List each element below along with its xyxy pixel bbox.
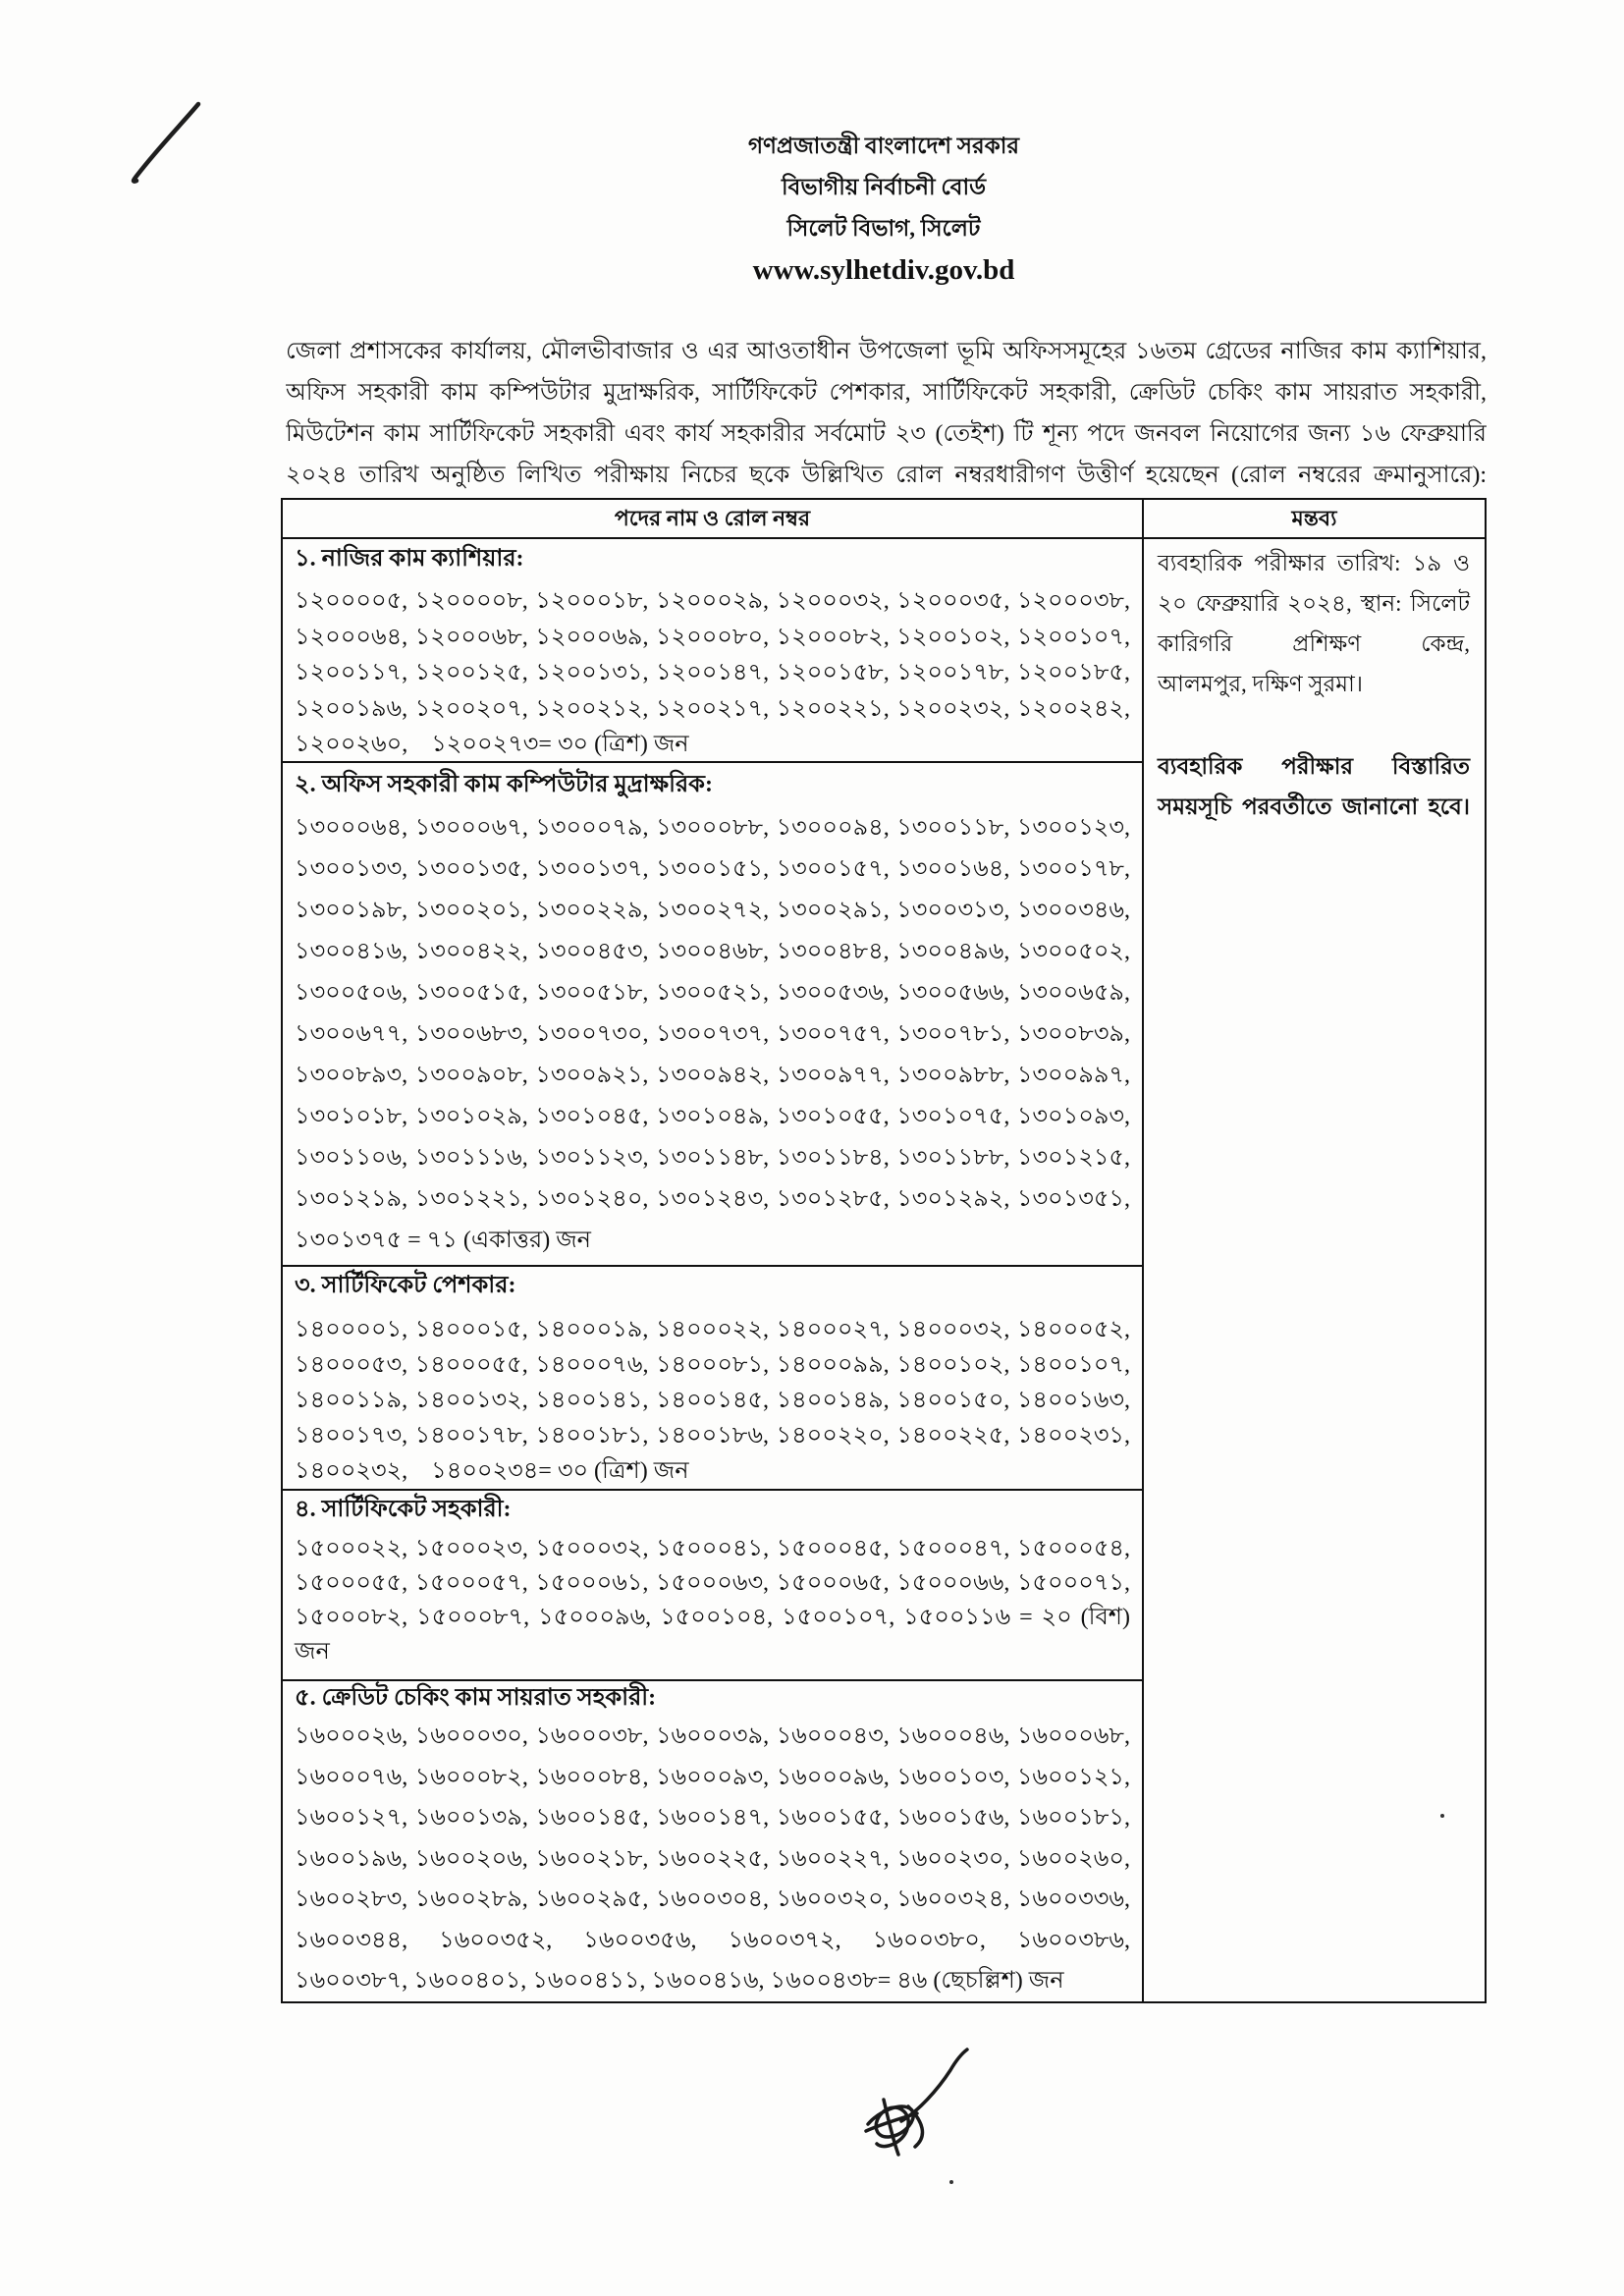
practical-exam-info <box>1158 543 1470 704</box>
section-title: ৪. সার্টিফিকেট সহকারী: <box>295 1497 512 1522</box>
roll-line: ১৫০০০২২, ১৫০০০২৩, ১৫০০০৩২, ১৫০০০৪১, ১৫০০০৪৫, ১৫০০০৪৭, ১৫০০০৫৪, <box>295 1536 1130 1561</box>
roll-numbers <box>295 1717 1130 2001</box>
signature-icon <box>866 2050 967 2155</box>
roll-line: ১৬০০০৭৬, ১৬০০০৮২, ১৬০০০৮৪, ১৬০০০৯৩, ১৬০০০৯৬, ১৬০০১০৩, ১৬০০১২১, <box>295 1764 1130 1790</box>
remarks-line: ২০ ফেব্রুয়ারি ২০২৪, স্থান: সিলেট <box>1158 591 1470 616</box>
government-name: গণপ্রজাতন্ত্রী বাংলাদেশ সরকার <box>747 134 1020 158</box>
roll-line: ১২০০১১৭, ১২০০১২৫, ১২০০১৩১, ১২০০১৪৭, ১২০০১৫৮, ১২০০১৭৮, ১২০০১৮৫, <box>295 660 1130 685</box>
roll-line: ১৬০০০২৬, ১৬০০০৩০, ১৬০০০৩৮, ১৬০০০৩৯, ১৬০০০৪৩, ১৬০০০৪৬, ১৬০০০৬৮, <box>295 1723 1130 1749</box>
post-column <box>283 539 1142 2001</box>
letterhead <box>281 126 1487 291</box>
section-certificate-peshkar <box>283 1265 1142 1489</box>
remarks-note-line: সময়সূচি পরবর্তীতে জানানো হবে। <box>1158 794 1470 819</box>
table-header <box>283 500 1485 539</box>
section-title: ২. অফিস সহকারী কাম কম্পিউটার মুদ্রাক্ষরিক: <box>295 772 713 797</box>
remarks-cell <box>1142 539 1485 2001</box>
roll-line: ১৬০০৩৪৪, ১৬০০৩৫২, ১৬০০৩৫৬, ১৬০০৩৭২, ১৬০০৩৮০, ১৬০০৩৮৬, <box>295 1927 1130 1953</box>
roll-line: ১৪০০১৭৩, ১৪০০১৭৮, ১৪০০১৮১, ১৪০০১৮৬, ১৪০০২২০, ১৪০০২২৫, ১৪০০২৩১, <box>295 1423 1130 1449</box>
roll-line: ১৩০১০১৮, ১৩০১০২৯, ১৩০১০৪৫, ১৩০১০৪৯, ১৩০১০৫৫, ১৩০১০৭৫, ১৩০১০৯৩, <box>295 1104 1130 1129</box>
section-title: ৫. ক্রেডিট চেকিং কাম সায়রাত সহকারী: <box>295 1685 657 1711</box>
roll-line: ১৩০০৪১৬, ১৩০০৪২২, ১৩০০৪৫৩, ১৩০০৪৬৮, ১৩০০৪৮৪, ১৩০০৪৯৬, ১৩০০৫০২, <box>295 939 1130 964</box>
post-and-roll-header: পদের নাম ও রোল নম্বর <box>614 506 811 530</box>
notice-line: ২০২৪ তারিখ অনুষ্ঠিত লিখিত পরীক্ষায় নিচের ছকে উল্লিখিত রোল নম্বরধারীগণ উত্তীর্ণ হয়েছেন (রোল নম্বরের ক্রমানুসারে): <box>286 463 1487 488</box>
roll-line: ১৩০০৬৭৭, ১৩০০৬৮৩, ১৩০০৭৩০, ১৩০০৭৩৭, ১৩০০৭৫৭, ১৩০০৭৮১, ১৩০০৮৩৯, <box>295 1021 1130 1047</box>
roll-line: ১২০০২৬০, ১২০০২৭৩= ৩০ (ত্রিশ) জন <box>295 732 689 757</box>
pen-stroke-mark <box>134 104 198 182</box>
roll-numbers <box>295 807 1130 1261</box>
remarks-line: কারিগরি প্রশিক্ষণ কেন্দ্র, <box>1158 631 1470 656</box>
roll-line: ১৬০০১২৭, ১৬০০১৩৯, ১৬০০১৪৫, ১৬০০১৪৭, ১৬০০১৫৫, ১৬০০১৫৬, ১৬০০১৮১, <box>295 1805 1130 1831</box>
roll-line: ১৪০০০৫৩, ১৪০০০৫৫, ১৪০০০৭৬, ১৪০০০৮১, ১৪০০০৯৯, ১৪০০১০২, ১৪০০১০৭, <box>295 1352 1130 1378</box>
roll-line: ১৬০০১৯৬, ১৬০০২০৬, ১৬০০২১৮, ১৬০০২২৫, ১৬০০২২৭, ১৬০০২৩০, ১৬০০২৬০, <box>295 1845 1130 1872</box>
remarks-header: মন্তব্য <box>1142 500 1485 537</box>
roll-line: ১৪০০২৩২, ১৪০০২৩৪= ৩০ (ত্রিশ) জন <box>295 1458 689 1484</box>
roll-line: ১৬০০২৮৩, ১৬০০২৮৯, ১৬০০২৯৫, ১৬০০৩০৪, ১৬০০৩২০, ১৬০০৩২৪, ১৬০০৩৩৬, <box>295 1886 1130 1912</box>
roll-line: ১৬০০৩৮৭, ১৬০০৪০১, ১৬০০৪১১, ১৬০০৪১৬, ১৬০০৪৩৮= ৪৬ (ছেচল্লিশ) জন <box>295 1968 1064 1994</box>
table-body <box>283 539 1485 2001</box>
board-name: বিভাগীয় নির্বাচনী বোর্ড <box>781 175 987 199</box>
division-name: সিলেট বিভাগ, সিলেট <box>786 216 981 241</box>
roll-line: ১৩০০৫০৬, ১৩০০৫১৫, ১৩০০৫১৮, ১৩০০৫২১, ১৩০০৫৩৬, ১৩০০৫৬৬, ১৩০০৬৫৯, <box>295 980 1130 1006</box>
remarks-line: আলমপুর, দক্ষিণ সুরমা। <box>1158 672 1363 696</box>
remarks-line: ব্যবহারিক পরীক্ষার তারিখ: ১৯ ও <box>1158 551 1470 575</box>
notice-line: মিউটেশন কাম সার্টিফিকেট সহকারী এবং কার্য সহকারীর সর্বমোট ২৩ (তেইশ) টি শূন্য পদে জনবল নিয়োগের জন্য ১৬ ফেব্রুয়ারি <box>286 421 1487 447</box>
roll-line: ১৩০০১৯৮, ১৩০০২০১, ১৩০০২২৯, ১৩০০২৭২, ১৩০০২৯১, ১৩০০৩১৩, ১৩০০৩৪৬, <box>295 898 1130 923</box>
section-office-assistant <box>283 761 1142 1265</box>
website-address: www.sylhetdiv.gov.bd <box>752 254 1015 286</box>
roll-numbers <box>295 1532 1130 1669</box>
roll-line: ১৫০০০৫৫, ১৫০০০৫৭, ১৫০০০৬১, ১৫০০০৬৩, ১৫০০০৬৫, ১৫০০০৬৬, ১৫০০০৭১, <box>295 1570 1130 1596</box>
section-title: ৩. সার্টিফিকেট পেশকার: <box>295 1273 516 1298</box>
section-nazir-cashier <box>283 539 1142 761</box>
section-title: ১. নাজির কাম ক্যাশিয়ার: <box>295 546 524 572</box>
roll-numbers <box>295 583 1130 761</box>
roll-line: ১৫০০০৮২, ১৫০০০৮৭, ১৫০০০৯৬, ১৫০০১০৪, ১৫০০১০৭, ১৫০০১১৬ = ২০ (বিশ) <box>295 1605 1130 1630</box>
section-credit-checking-assistant <box>283 1679 1142 2001</box>
ink-dot <box>949 2180 953 2184</box>
roll-numbers <box>295 1312 1130 1489</box>
notice-paragraph <box>286 331 1487 496</box>
roll-line: ১৩০০০৬৪, ১৩০০০৬৭, ১৩০০০৭৯, ১৩০০০৮৮, ১৩০০০৯৪, ১৩০০১১৮, ১৩০০১২৩, <box>295 815 1130 841</box>
section-certificate-assistant <box>283 1489 1142 1679</box>
roll-line: ১২০০১৯৬, ১২০০২০৭, ১২০০২১২, ১২০০২১৭, ১২০০২২১, ১২০০২৩২, ১২০০২৪২, <box>295 695 1130 722</box>
roll-line: জন <box>295 1639 330 1665</box>
schedule-note <box>1158 746 1470 827</box>
notice-line: জেলা প্রশাসকের কার্যালয়, মৌলভীবাজার ও এর আওতাধীন উপজেলা ভূমি অফিসসমূহের ১৬তম গ্রেডের নাজির কাম ক্যাশিয়ার, <box>286 339 1487 364</box>
notice-line: অফিস সহকারী কাম কম্পিউটার মুদ্রাক্ষরিক, সার্টিফিকেট পেশকার, সার্টিফিকেট সহকারী, ক্রেডিট চেকিং কাম সায়রাত সহকারী, <box>286 380 1487 406</box>
results-table <box>281 498 1487 2003</box>
roll-line: ১৪০০০০১, ১৪০০০১৫, ১৪০০০১৯, ১৪০০০২২, ১৪০০০২৭, ১৪০০০৩২, ১৪০০০৫২, <box>295 1317 1130 1342</box>
remarks-note-line: ব্যবহারিক পরীক্ষার বিস্তারিত <box>1158 754 1470 779</box>
roll-line: ১৩০০৮৯৩, ১৩০০৯০৮, ১৩০০৯২১, ১৩০০৯৪২, ১৩০০৯৭৭, ১৩০০৯৮৮, ১৩০০৯৯৭, <box>295 1063 1130 1088</box>
roll-line: ১২০০০০৫, ১২০০০০৮, ১২০০০১৮, ১২০০০২৯, ১২০০০৩২, ১২০০০৩৫, ১২০০০৩৮, <box>295 588 1130 614</box>
roll-line: ১৩০১৩৭৫ = ৭১ (একাত্তর) জন <box>295 1228 592 1253</box>
roll-line: ১৪০০১১৯, ১৪০০১৩২, ১৪০০১৪১, ১৪০০১৪৫, ১৪০০১৪৯, ১৪০০১৫০, ১৪০০১৬৩, <box>295 1388 1130 1413</box>
roll-line: ১৩০০১৩৩, ১৩০০১৩৫, ১৩০০১৩৭, ১৩০০১৫১, ১৩০০১৫৭, ১৩০০১৬৪, ১৩০০১৭৮, <box>295 856 1130 882</box>
roll-line: ১৩০১১০৬, ১৩০১১১৬, ১৩০১১২৩, ১৩০১১৪৮, ১৩০১১৮৪, ১৩০১১৮৮, ১৩০১২১৫, <box>295 1145 1130 1171</box>
roll-line: ১৩০১২১৯, ১৩০১২২১, ১৩০১২৪০, ১৩০১২৪৩, ১৩০১২৮৫, ১৩০১২৯২, ১৩০১৩৫১, <box>295 1186 1130 1212</box>
roll-line: ১২০০০৬৪, ১২০০০৬৮, ১২০০০৬৯, ১২০০০৮০, ১২০০০৮২, ১২০০১০২, ১২০০১০৭, <box>295 624 1130 650</box>
